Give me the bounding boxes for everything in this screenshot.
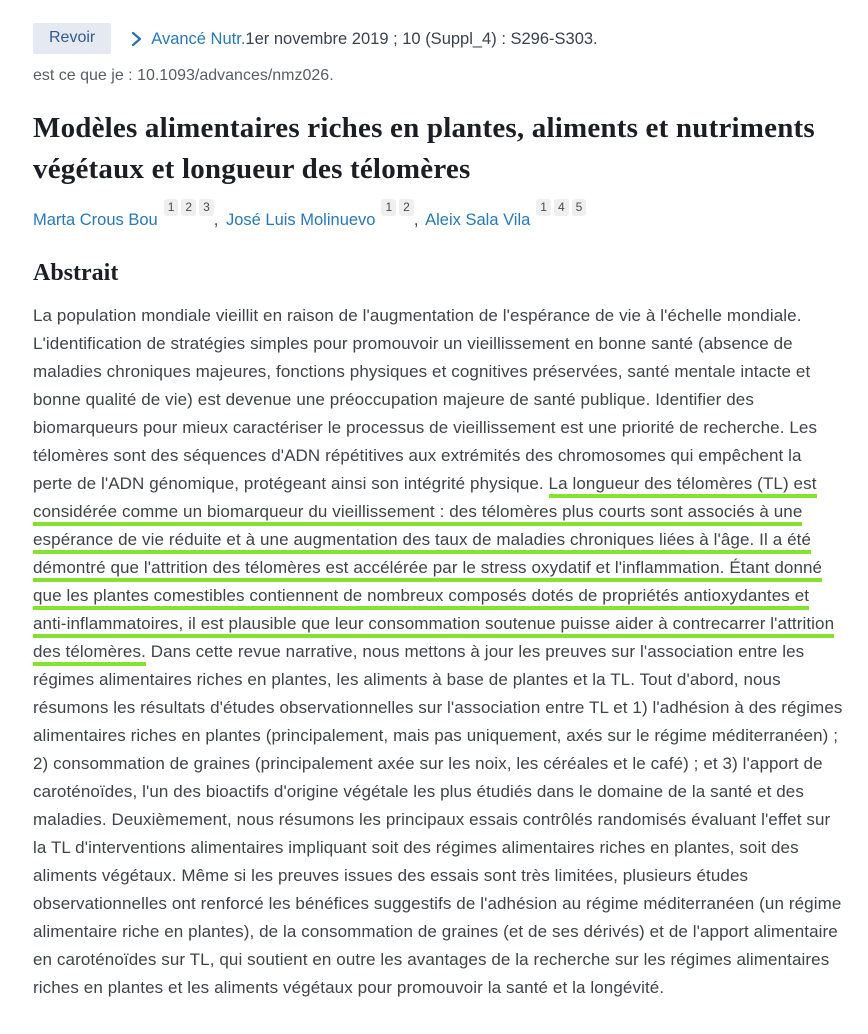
citation-details: 1er novembre 2019 ; 10 (Suppl_4) : S296-S303. [245, 29, 598, 48]
author-item [33, 200, 221, 229]
affiliation-badge[interactable]: 5 [572, 199, 587, 216]
author-link[interactable]: Marta Crous Bou [33, 210, 158, 229]
affiliation-badge[interactable]: 4 [554, 199, 569, 216]
author-link[interactable]: Aleix Sala Vila [425, 210, 531, 229]
affiliation-badge[interactable]: 1 [381, 199, 396, 216]
affiliation-badge[interactable]: 2 [181, 199, 196, 216]
affiliation-badge[interactable]: 1 [164, 199, 179, 216]
author-list [33, 200, 844, 230]
journal-citation [151, 26, 597, 52]
abstract-text [33, 302, 844, 1002]
doi-line: est ce que je : 10.1093/advances/nmz026. [33, 67, 334, 84]
affiliation-badge[interactable]: 1 [536, 199, 551, 216]
abstract-text-before: La population mondiale vieillit en raison de l'augmentation de l'espérance de vie à l'échelle mondiale. L'identification de stratégies simples pour promouvoir un vieillissement en bonne santé (absence de maladies chroniques majeures, fonctions physiques et cognitives préservées, santé mentale intacte et bonne qualité de vie) est devenue une préoccupation majeure de santé publique. Identifier des biomarqueurs pour mieux caractériser le processus de vieillissement est une priorité de recherche. Les télomères sont des séquences d'ADN répétitives aux extrémités des chromosomes qui empêchent la perte de l'ADN génomique, protégeant ainsi son intégrité physique. [33, 305, 818, 493]
author-item [225, 200, 421, 229]
publication-type-badge: Revoir [33, 23, 111, 54]
journal-link[interactable]: Avancé Nutr. [151, 29, 246, 48]
affiliation-badge[interactable]: 2 [399, 199, 414, 216]
abstract-text-after: Dans cette revue narrative, nous mettons à jour les preuves sur l'association entre les régimes alimentaires riches en plantes, les aliments à base de plantes et la TL. Tout d'abord, nous résumons les résultats d'études observationnelles sur l'association entre TL et 1) l'adhésion à des régimes alimentaires riches en plantes (principalement, mais pas uniquement, axés sur le régime méditerranéen) ; 2) consommation de graines (principalement axée sur les noix, les céréales et le café) ; et 3) l'apport de caroténoïdes, l'un des bioactifs d'origine végétale les plus étudiés dans le domaine de la santé et des maladies. Deuxièmement, nous résumons les principaux essais contrôlés randomisés évaluant l'effet sur la TL d'interventions alimentaires impliquant soit des régimes alimentaires riches en plantes, soit des aliments végétaux. Même si les preuves issues des essais sont très limitées, plusieurs études observationnelles ont renforcé les bénéfices suggestifs de l'adhésion au régime méditerranéen (un régime alimentaire riche en plantes), de la consommation de graines (et de ses dérivés) et de l'apport alimentaire en caroténoïdes sur TL, qui soutient en outre les avantages de la recherche sur les régimes alimentaires riches en plantes et les aliments végétaux pour promouvoir la santé et la longévité. [33, 641, 843, 997]
chevron-right-icon [131, 31, 142, 47]
author-separator: , [413, 210, 419, 229]
abstract-text-highlighted: La longueur des télomères (TL) est considérée comme un biomarqueur du vieillissement : des télomères plus courts sont associés à une espérance de vie réduite et à une augmentation des taux de maladies chroniques liées à l'âge. Il a été démontré que l'attrition des télomères est accélérée par le stress oxydatif et l'inflammation. Étant donné que les plantes comestibles contiennent de nombreux composés dotés de propriétés antioxydantes et anti-inflammatoires, il est plausible que leur consommation soutenue puisse aider à contrecarrer l'attrition des télomères. [33, 474, 834, 666]
citation-row [33, 23, 844, 54]
affiliation-badge[interactable]: 3 [199, 199, 214, 216]
abstract-heading: Abstrait [33, 259, 119, 286]
page-title: Modèles alimentaires riches en plantes, aliments et nutriments végétaux et longueur des télomères [33, 112, 815, 185]
author-separator: , [213, 210, 219, 229]
author-item [425, 200, 586, 229]
author-link[interactable]: José Luis Molinuevo [225, 210, 376, 229]
